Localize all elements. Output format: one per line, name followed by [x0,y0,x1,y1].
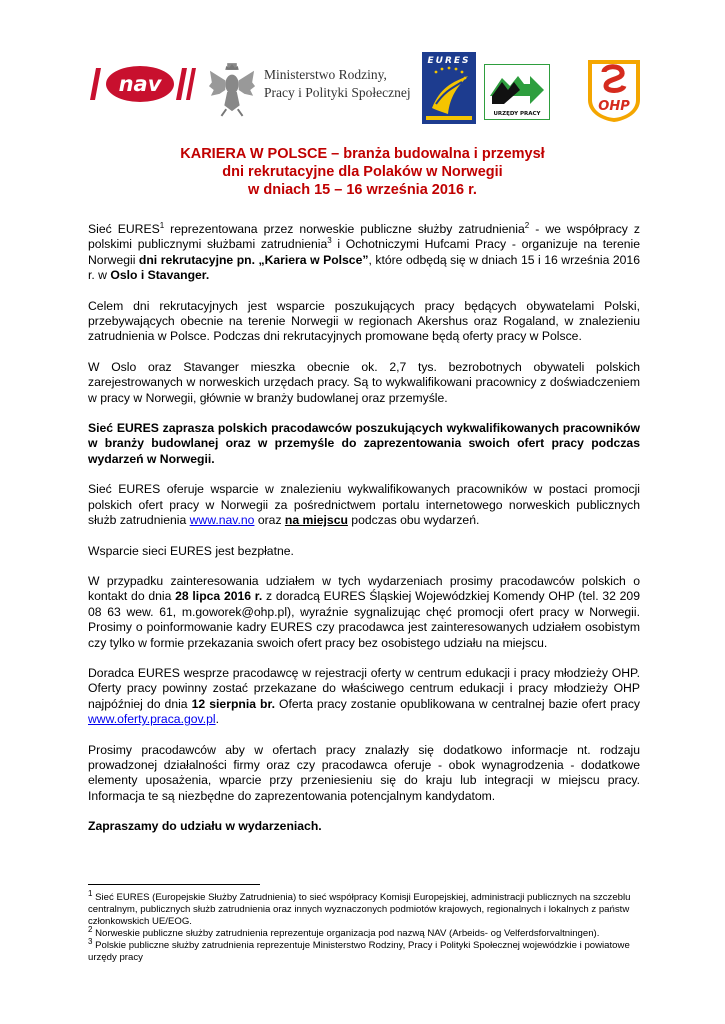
paragraph-closing: Zapraszamy do udziału w wydarzeniach. [88,819,322,834]
title-line-1: KARIERA W POLSCE – branża budowalna i przemysł [180,146,545,162]
paragraph-requirements: Prosimy pracodawców aby w ofertach pracy znalazły się dodatkowo informacje nt. rodzaju prowadzonej działalności firmy oraz czy pracodawca oferuje - obok wynagrodzenia - dodatkowe elementy uposażenia, wparcie przy przeniesieniu się do kraju lub integracji w miejscu pracy. Informacja te są niezbędne do zaprezentowania potencjalnym kandydatom. [88,742,640,803]
footnote-ref-3: 3 [327,236,332,246]
paragraph-goal: Celem dni rekrutacyjnych jest wsparcie poszukujących pracy będących obywatelami Polski, przebywających obecnie na terenie Norwegii w regionach Akershus oraz Rogaland, w znalezieniu zatrudnienia w Polsce. Podczas dni rekrutacyjnych promowane będą oferty pracy w Polsce. [88,298,640,344]
footnote-ref-1: 1 [159,220,165,230]
oferty-praca-link[interactable]: www.oferty.praca.gov.pl [88,712,216,727]
title-line-3: w dniach 15 – 16 września 2016 r. [248,182,477,198]
page-title [0,145,725,199]
paragraph-statistics: W Oslo oraz Stavanger mieszka obecnie ok. 2,7 tys. bezrobotnych obywateli polskich zarejestrowanych w norweskich urzędach pracy. Są to wykwalifikowani pracownicy z doświadczeniem w pracy w Norwegii, głównie w branży budowlanej oraz przemyśle. [88,359,640,405]
document-body [88,222,640,850]
ministry-name-line2: Pracy i Polityki Społecznej [264,85,411,100]
ministry-logo [208,60,411,120]
svg-text:URZĘDY PRACY: URZĘDY PRACY [493,111,541,117]
eures-logo [422,52,476,124]
svg-text:nav: nav [118,72,162,96]
ministry-name-line1: Ministerstwo Rodziny, [264,67,387,82]
nav-logo [88,64,196,104]
footnote-ref-2: 2 [524,220,530,230]
urzedy-pracy-logo [484,64,550,120]
paragraph-registration: Doradca EURES wesprze pracodawcę w rejestracji oferty w centrum edukacji i pracy młodzieży OHP. Oferty pracy powinny zostać przekazane do właściwego centrum edukacji i pracy młodzieży OHP najpóźniej do dnia 12 sierpnia br. Oferta pracy zostanie opublikowana w centralnej bazie ofert pracy www.oferty.praca.gov.pl. [88,665,641,727]
svg-text:EURES: EURES [427,56,471,66]
footnotes [88,888,640,964]
logo-bar [88,50,648,132]
eagle-emblem-icon [208,60,256,120]
paragraph-contact: W przypadku zainteresowania udziałem w tych wydarzeniach prosimy pracodawców polskich o kontakt do dnia 28 lipca 2016 r. z doradcą EURES Śląskiej Wojewódzkiej Komendy OHP (tel. 32 209 08 63 wew. 61, m.goworek@ohp.pl), wyraźnie sygnalizując chęć promocji ofert pracy w Norwegii. Prosimy o poinformowanie kadry EURES czy pracodawca jest zainteresowanych udziałem osobistym czy tylko w formie przekazania swoich ofert pracy bez osobistego udziału na miejscu. [88,573,640,650]
paragraph-invitation: Sieć EURES zaprasza polskich pracodawców poszukujących wykwalifikowanych pracowników w branży budowlanej oraz w przemyśle do zaprezentowania swoich ofert pracy podczas wydarzeń w Norwegii. [88,421,640,466]
nav-link[interactable]: www.nav.no [189,513,255,528]
ohp-logo [584,58,644,124]
paragraph-support: Sieć EURES oferuje wsparcie w znalezieniu wykwalifikowanych pracowników w postaci promocji polskich ofert pracy w Norwegii za pośrednictwem portalu internetowego norweskich publicznych służb zatrudnienia www.nav.no oraz na miejscu podczas obu wydarzeń. [88,482,640,528]
footnote-separator [88,884,260,885]
title-line-2: dni rekrutacyjne dla Polaków w Norwegii [222,164,503,180]
footnote-1: $^1$ Sieć EURES (Europejskie Służby Zatrudnienia) to sieć współpracy Komisji Europejskiej, administracji publicznych na szczeblu centralnym, publicznych służb zatrudnienia oraz innych wyznaczonych podmiotów krajowych, regionalnych i lokalnych z państw członkowskich UE/EOG. [88,888,631,927]
footnote-2: $^2$ Norweskie publiczne służby zatrudnienia reprezentuje organizacja pod nazwą NAV (Arbeids- og Velferdsforvaltningen). [88,924,600,939]
paragraph-free: Wsparcie sieci EURES jest bezpłatne. [88,543,294,558]
paragraph-intro: Sieć EURES$^1$ reprezentowana przez norweskie publiczne służby zatrudnienia$^2$ - we współpracy z polskimi publicznymi służbami zatrudnienia$^3$ i Ochotniczymi Hufcami Pracy - organizuje na terenie Norwegii dni rekrutacyjne pn. „Kariera w Polsce”, które odbędą się w dniach 15 i 16 września 2016 r. w Oslo i Stavanger. [88,220,641,283]
svg-text:OHP: OHP [598,99,630,114]
footnote-3: $^3$ Polskie publiczne służby zatrudnienia reprezentuje Ministerstwo Rodziny, Pracy i Polityki Społecznej wojewódzkie i powiatowe urzędy pracy [88,936,630,963]
